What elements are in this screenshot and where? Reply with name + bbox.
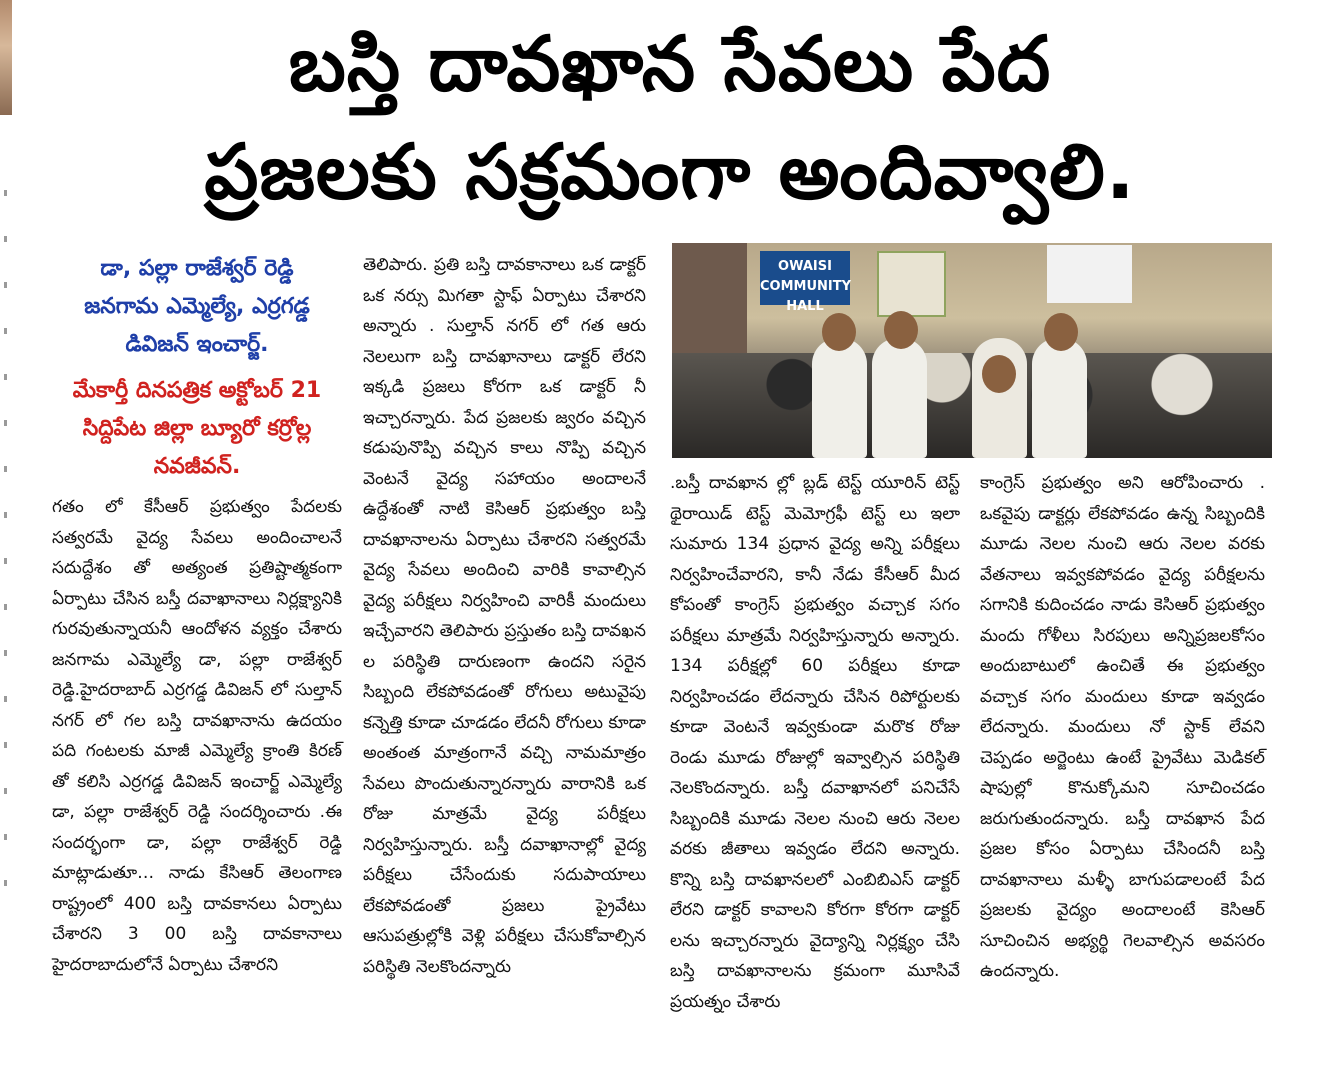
dateline-line-2: సిద్దిపేట జిల్లా బ్యూరో కర్రోల్ల [82,416,312,441]
headline-line-1: బస్తి దావఖాన సేవలు పేద [288,19,1052,108]
byline-line-2: జనగామ ఎమ్మెల్యే, ఎర్రగడ్డ [84,294,310,319]
dateline-line-3: నవజీవన్. [153,454,241,479]
headline [60,10,1280,226]
photo-sign: OWAISI COMMUNITY HALL [760,251,850,305]
photo-person [1032,338,1087,458]
dateline [52,372,342,486]
article-column-1 [52,250,342,980]
byline-line-3: డివిజన్ ఇంచార్జ్. [125,332,269,357]
photo-person-head [822,313,856,351]
article-column-3 [670,468,960,1017]
photo-person [812,338,867,458]
edge-photo-fragment [0,0,12,115]
photo-person-head [884,311,918,349]
headline-line-2: ప్రజలకు సక్రమంగా అందివ్వాలి. [204,127,1136,216]
column-2-text: తెలిపారు. ప్రతి బస్తి దావకానాలు ఒక డాక్టర్ ఒక నర్సు మిగతా స్టాఫ్ ఏర్పాటు చేశారని అన్నారు . సుల్తాన్ నగర్ లో గత ఆరు నెలలుగా బస్తి దావఖానాలు డాక్టర్ లేరని ఇక్కడి ప్రజలు కోరగా ఒక డాక్టర్ నీ ఇచ్చారన్నారు. పేద ప్రజలకు జ్వరం వచ్చిన కడుపునొప్పి వచ్చిన కాలు నొప్పి వచ్చిన వెంటనే వైద్య సహాయం అందాలనే ఉద్దేశంతో నాటి కెసిఆర్ ప్రభుత్వం బస్తి దావఖానాలను ఏర్పాటు చేశారని సత్వరమే వైద్య సేవలు అందించి వారికి కావాల్సిన వైద్య పరీక్షలు నిర్వహించి వారికీ మందులు ఇచ్చేవారని తెలిపారు ప్రస్తుతం బస్తి దావఖన ల పరిస్థితి దారుణంగా ఉందని సరైన సిబ్బంది లేకపోవడంతో రోగులు అటువైపు కన్నెత్తి కూడా చూడడం లేదనీ రోగులు కూడా అంతంత మాత్రంగానే వచ్చి నామమాత్రం సేవలు పొందుతున్నారన్నారు వారానికి ఒక రోజు మాత్రమే వైద్య పరీక్షలు నిర్వహిస్తున్నారు. బస్తీ దవాఖానాల్లో వైద్య పరీక్షలు చేసేందుకు సదుపాయాలు లేకపోవడంతో ప్రజలు ప్రైవేటు ఆసుపత్రుల్లోకి వెళ్లి పరీక్షలు చేసుకోవాల్సిన పరిస్థితి నెలకొందన్నారు [363,255,647,977]
photo-sign-board [1047,245,1132,303]
photo-person [872,338,927,458]
edge-marks [0,150,12,1050]
byline [52,250,342,364]
byline-line-1: డా, పల్లా రాజేశ్వర్ రెడ్డి [100,256,294,281]
column-3-text: .బస్తీ దావఖాన ల్లో బ్లడ్ టెస్ట్ యూరిన్ టెస్ట్ థైరాయిడ్ టెస్ట్ మెమోగ్రఫీ టెస్ట్ లు ఇలా సుమారు 134 ప్రధాన వైద్య అన్ని పరీక్షలు నిర్వహించేవారని, కానీ నేడు కేసీఆర్ మీద కోపంతో కాంగ్రెస్ ప్రభుత్వం వచ్చాక సగం పరీక్షలు మాత్రమే నిర్వహిస్తున్నారు అన్నారు. 134 పరీక్షల్లో 60 పరీక్షలు కూడా నిర్వహించడం లేదన్నారు చేసిన రిపోర్టులకు కూడా వెంటనే ఇవ్వకుండా మరొక రోజు రెండు మూడు రోజుల్లో ఇవ్వాల్సిన పరిస్థితి నెలకొందన్నారు. బస్తీ దవాఖానలో పనిచేసే సిబ్బందికి మూడు నెలల నుంచి ఆరు నెలల వరకు జీతాలు ఇవ్వడం లేదని అన్నారు. కొన్ని బస్తి దావఖానలలో ఎంబిబిఎస్ డాక్టర్ లేరని డాక్టర్ కావాలని కోరగా కోరగా డాక్టర్ లను ఇచ్చారన్నారు వైద్యాన్ని నిర్లక్ష్యం చేసి బస్తి దావఖానాలను క్రమంగా మూసివే ప్రయత్నం చేశారు [670,473,960,1012]
photo-person-head [982,355,1016,393]
article-column-4 [980,468,1265,987]
dateline-line-1: మేకార్తీ దినపత్రిక అక్టోబర్ 21 [72,378,322,403]
news-photo [672,243,1272,458]
article-column-2 [363,250,646,982]
column-1-text: గతం లో కేసీఆర్ ప్రభుత్వం పేదలకు సత్వరమే వైద్య సేవలు అందించాలనే సదుద్దేశం తో అత్యంత ప్రతిష్టాత్మకంగా ఏర్పాటు చేసిన బస్తీ దవాఖానాలు నిర్లక్ష్యానికి గురవుతున్నాయనీ ఆందోళన వ్యక్తం చేశారు జనగామ ఎమ్మెల్యే డా, పల్లా రాజేశ్వర్ రెడ్డి.హైదరాబాద్ ఎర్రగడ్డ డివిజన్ లో సుల్తాన్ నగర్ లో గల బస్తి దావఖానాను ఉదయం పది గంటలకు మాజీ ఎమ్మెల్యే క్రాంతి కిరణ్ తో కలిసి ఎర్రగడ్డ డివిజన్ ఇంచార్జ్ ఎమ్మెల్యే డా, పల్లా రాజేశ్వర్ రెడ్డి సందర్శించారు .ఈ సందర్భంగా డా, పల్లా రాజేశ్వర్ రెడ్డి మాట్లాడుతూ… నాడు కేసిఆర్ తెలంగాణ రాష్ట్రంలో 400 బస్తి దావకానలు ఏర్పాటు చేశారని 3 00 బస్తి దావకానాలు హైదరాబాదులోనే ఏర్పాటు చేశారని [52,497,342,975]
column-4-text: కాంగ్రెస్ ప్రభుత్వం అని ఆరోపించారు . ఒకవైపు డాక్టర్లు లేకపోవడం ఉన్న సిబ్బందికి మూడు నెలల నుంచి ఆరు నెలల వరకు వేతనాలు ఇవ్వకపోవడం వైద్య పరీక్షలను సగానికి కుదించడం నాడు కెసిఆర్ ప్రభుత్వం మందు గోళీలు సిరపులు అన్నిప్రజలకోసం అందుబాటులో ఉంచితే ఈ ప్రభుత్వం వచ్చాక సగం మందులు కూడా ఇవ్వడం లేదన్నారు. మందులు నో స్టాక్ లేవని చెప్పడం అర్జెంటు ఉంటే ప్రైవేటు మెడికల్ షాపుల్లో కొనుక్కోమని సూచించడం జరుగుతుందన్నారు. బస్తీ దావఖాన పేద ప్రజల కోసం ఏర్పాటు చేసిందనీ బస్తి దావఖానాలు మళ్ళీ బాగుపడాలంటే పేద ప్రజలకు వైద్యం అందాలంటే కెసిఆర్ సూచించిన అభ్యర్థి గెలవాల్సిన అవసరం ఉందన్నారు. [980,473,1265,981]
photo-person-head [1044,313,1078,351]
photo-sign-secondary [877,251,946,317]
